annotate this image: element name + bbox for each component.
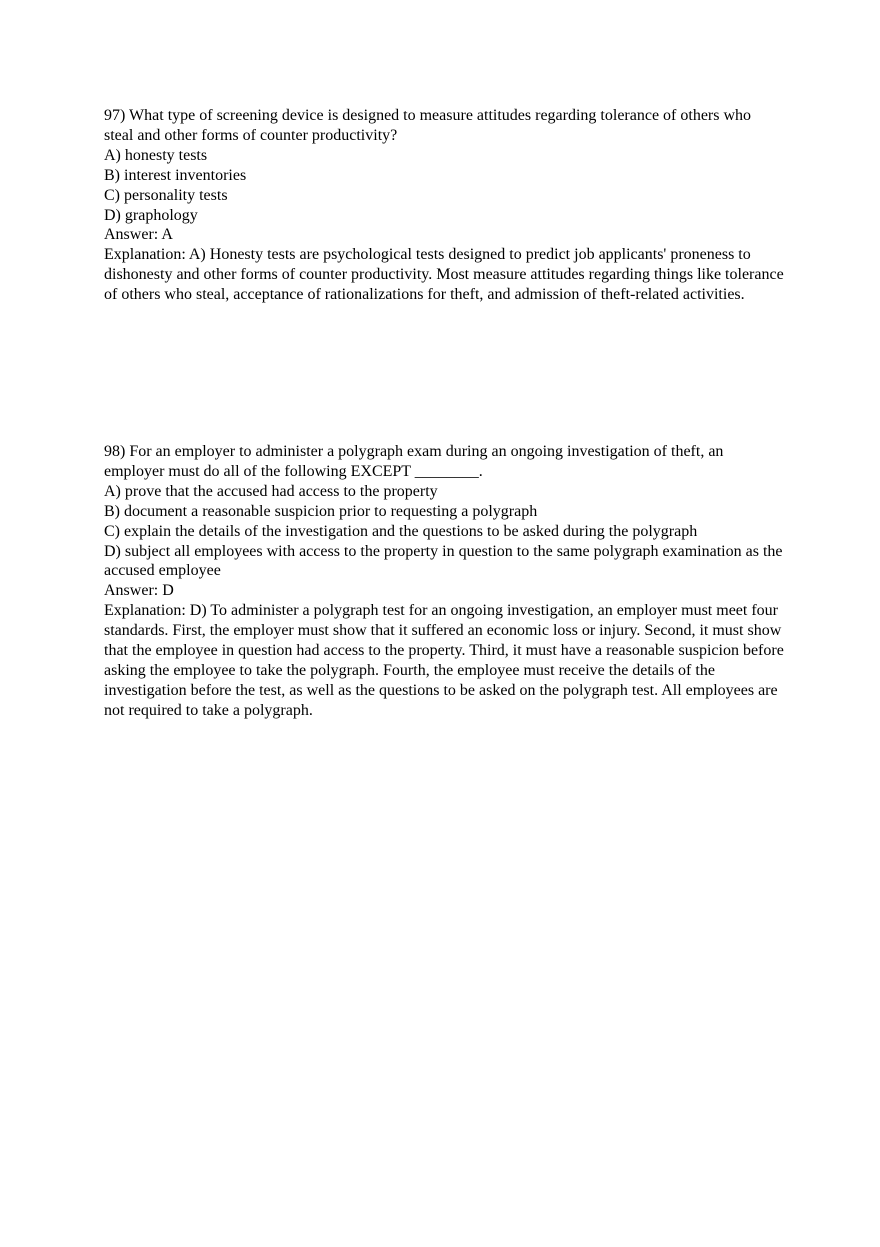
answer: Answer: A: [104, 226, 173, 244]
question-stem: 98) For an employer to administer a polygraph exam during an ongoing investigation of theft, an employer must do all of the following EXCEPT ________.: [104, 443, 724, 480]
option-b: B) document a reasonable suspicion prior to requesting a polygraph: [104, 502, 538, 520]
question-97: [104, 106, 784, 305]
option-a: A) honesty tests: [104, 146, 208, 164]
question-stem: 97) What type of screening device is designed to measure attitudes regarding tolerance of others who steal and other forms of counter productivity?: [104, 107, 752, 144]
answer: Answer: D: [104, 582, 174, 600]
option-b: B) interest inventories: [104, 166, 247, 184]
explanation: Explanation: D) To administer a polygraph test for an ongoing investigation, an employer must meet four standards. First, the employer must show that it suffered an economic loss or injury. Second, it must show that the employee in question had access to the property. Third, it must have a reasonable suspicion before asking the employee to take the polygraph. Fourth, the employee must receive the details of the investigation before the test, as well as the questions to be asked on the polygraph test. All employees are not required to take a polygraph.: [104, 602, 784, 719]
option-c: C) explain the details of the investigation and the questions to be asked during the polygraph: [104, 522, 698, 540]
option-a: A) prove that the accused had access to the property: [104, 482, 438, 500]
option-c: C) personality tests: [104, 186, 228, 204]
question-98: [104, 442, 784, 721]
option-d: D) graphology: [104, 206, 198, 224]
explanation: Explanation: A) Honesty tests are psychological tests designed to predict job applicants' proneness to dishonesty and other forms of counter productivity. Most measure attitudes regarding things like tolerance of others who steal, acceptance of rationalizations for theft, and admission of theft-related activities.: [104, 246, 784, 304]
option-d: D) subject all employees with access to the property in question to the same polygraph examination as the accused employee: [104, 542, 783, 580]
